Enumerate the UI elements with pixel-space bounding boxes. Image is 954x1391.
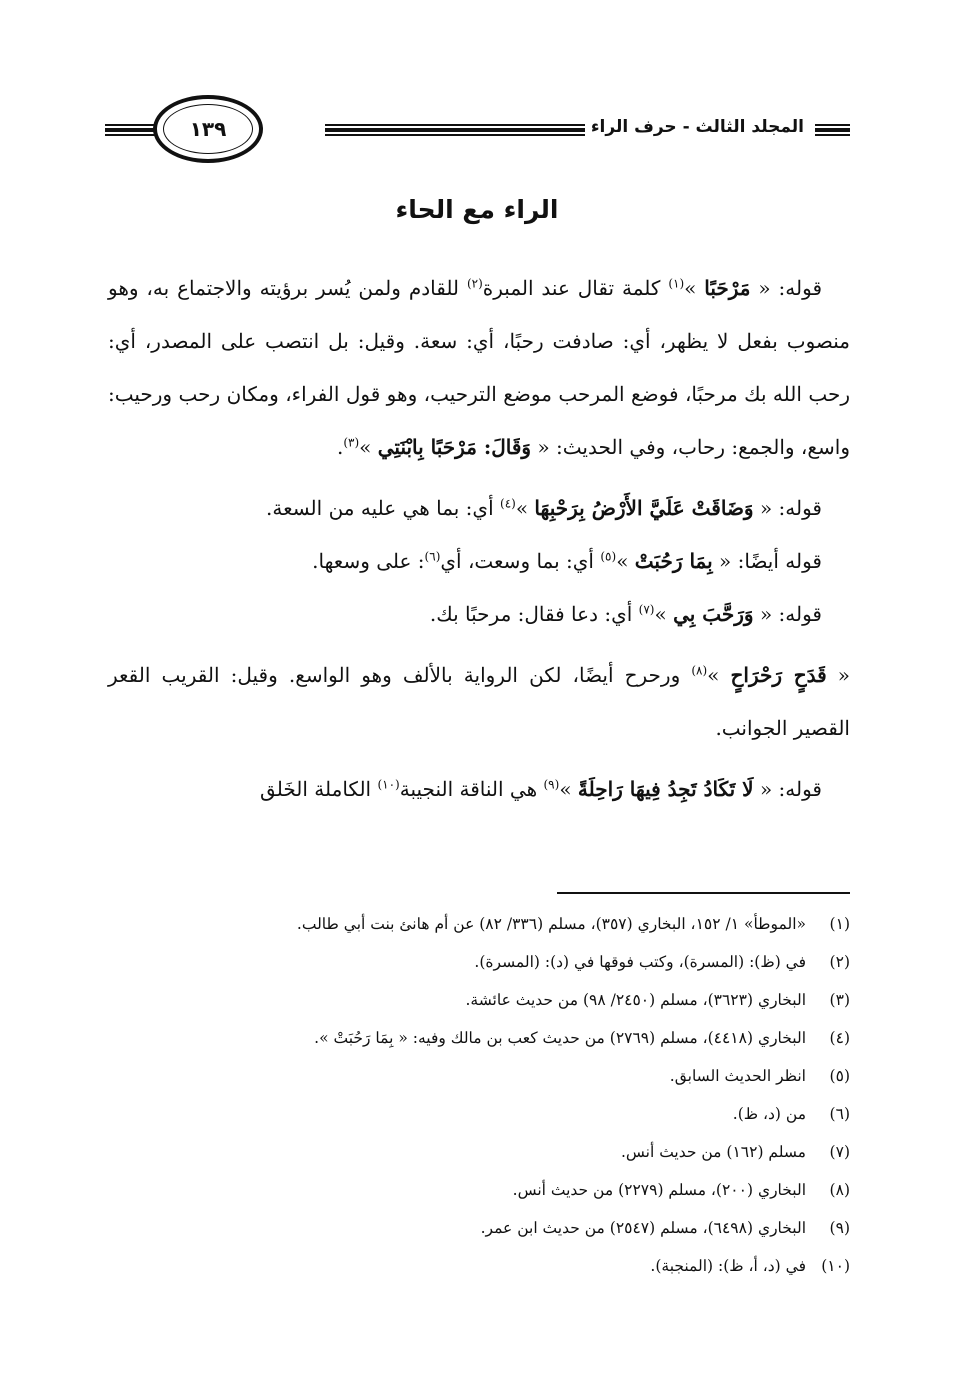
running-head: المجلد الثالث - حرف الراء [585, 117, 810, 137]
footnote-item [108, 943, 850, 981]
footnote-ref: (٥) [600, 549, 617, 564]
footnote-separator [557, 892, 850, 894]
footnote-text: من (د، ظ). [732, 1105, 806, 1123]
footnote-text: في (د، أ، ظ): (المنجبة). [650, 1257, 806, 1275]
footnote-item [108, 1209, 850, 1247]
footnote-item [108, 905, 850, 943]
hadith-quote: مَرْحَبًا [704, 276, 751, 300]
footnote-item [108, 1019, 850, 1057]
footnote-text: «الموطأ» ١/ ١٥٢، البخاري (٣٥٧)، مسلم (٣٣٦/ ٨٢) عن أم هانئ بنت أبي طالب. [296, 915, 806, 933]
footnote-ref: (١) [668, 276, 685, 291]
footnote-number: (١) [829, 915, 850, 933]
footnote-ref: (٢) [466, 276, 483, 291]
footnotes [108, 905, 850, 1285]
footnote-item [108, 1247, 850, 1285]
page-header [105, 95, 850, 175]
footnote-number: (٦) [829, 1105, 850, 1123]
footnote-ref: (٧) [638, 602, 655, 617]
paragraph-qadah: « قَدَحٍ رَحْرَاحٍ »$^{(٨)}$ ورحرح أيضًا، لكن الرواية بالألف وهو الواسع. وقيل: القريب القعر القصير الجوانب. [108, 663, 850, 740]
footnote-ref: (١٠) [377, 777, 400, 792]
page-number-badge [153, 95, 263, 163]
paragraph-rahhaba: قوله: « وَرَحَّبَ بِي »$^{(٧)}$ أي: دعا فقال: مرحبًا بك. [429, 602, 822, 626]
hadith-quote: بِمَا رَحُبَتْ [634, 549, 713, 573]
paragraph-marhaban: قوله: « مَرْحَبًا »$^{(١)}$ كلمة تقال عند المبرة$^{(٢)}$ للقادم ولمن يُسر برؤيته والاجتماع به، وهو منصوب بفعل لا يظهر، أي: صادفت رحبًا، أي: سعة. وقيل: بل انتصب على المصدر، أي: رحب الله بك مرحبًا، فوضع المرحب موضع الترحيب، وهو قول الفراء، ومكان رحب ورحيب: واسع، والجمع: رحاب، وفي الحديث: « وَقَالَ: مَرْحَبًا بِابْنَتِي »$^{(٣)}$. [108, 276, 850, 459]
footnote-number: (١٠) [821, 1257, 850, 1275]
footnote-ref: (٦) [424, 549, 441, 564]
footnote-item [108, 1095, 850, 1133]
paragraph-dhaqat: قوله: « وَضَاقَتْ عَلَيَّ الأَرْضُ بِرَحْبِهَا »$^{(٤)}$ أي: بما هي عليه من السعة. [265, 496, 822, 520]
footnote-item [108, 1171, 850, 1209]
section-title: الراء مع الحاء [395, 195, 559, 224]
footnote-text: البخاري (٣٦٢٣)، مسلم (٢٤٥٠/ ٩٨) من حديث عائشة. [465, 991, 806, 1009]
paragraph-rahila: قوله: « لَا تَكَادُ تَجِدُ فِيهَا رَاحِلَةً »$^{(٩)}$ هي الناقة النجيبة$^{(١٠)}$ الكاملة الخَلق [260, 777, 822, 801]
footnote-number: (٣) [829, 991, 850, 1009]
header-rule-left [105, 124, 155, 136]
footnote-ref: (٤) [500, 496, 516, 511]
footnote-text: البخاري (٢٠٠)، مسلم (٢٢٧٩) من حديث أنس. [512, 1181, 806, 1199]
footnote-text: في (ظ): (المسرة)، وكتب فوقها في (د): (المسرة). [474, 953, 806, 971]
hadith-quote: وَقَالَ: مَرْحَبًا بِابْنَتِي [377, 435, 532, 459]
footnote-number: (٢) [829, 953, 850, 971]
footnote-number: (٨) [829, 1181, 850, 1199]
hadith-quote: وَرَحَّبَ بِي [673, 602, 754, 626]
footnote-number: (٥) [829, 1067, 850, 1085]
page-number: ١٣٩ [189, 117, 227, 141]
hadith-quote: لَا تَكَادُ تَجِدُ فِيهَا رَاحِلَةً [577, 777, 754, 801]
footnote-item [108, 981, 850, 1019]
footnote-number: (٧) [829, 1143, 850, 1161]
footnote-ref: (٣) [343, 435, 360, 450]
footnote-text: البخاري (٦٤٩٨)، مسلم (٢٥٤٧) من حديث ابن عمر. [480, 1219, 806, 1237]
footnote-number: (٤) [829, 1029, 850, 1047]
header-rule-right [815, 124, 850, 136]
footnote-number: (٩) [829, 1219, 850, 1237]
hadith-quote: وَضَاقَتْ عَلَيَّ الأَرْضُ بِرَحْبِهَا [534, 496, 754, 520]
footnote-item [108, 1057, 850, 1095]
paragraph-rahubat: قوله أيضًا: « بِمَا رَحُبَتْ »$^{(٥)}$ أي: بما وسعت، أي$^{(٦)}$: على وسعها. [312, 549, 822, 573]
footnote-item [108, 1133, 850, 1171]
footnote-text: مسلم (١٦٢) من حديث أنس. [620, 1143, 806, 1161]
footnote-text: انظر الحديث السابق. [669, 1067, 806, 1085]
footnote-ref: (٩) [543, 777, 560, 792]
footnote-text: البخاري (٤٤١٨)، مسلم (٢٧٦٩) من حديث كعب بن مالك وفيه: « بِمَا رَحُبَتْ ». [314, 1029, 806, 1047]
body-text [108, 262, 850, 816]
hadith-quote: قَدَحٍ رَحْرَاحٍ [730, 663, 827, 687]
footnote-ref: (٨) [691, 663, 708, 678]
